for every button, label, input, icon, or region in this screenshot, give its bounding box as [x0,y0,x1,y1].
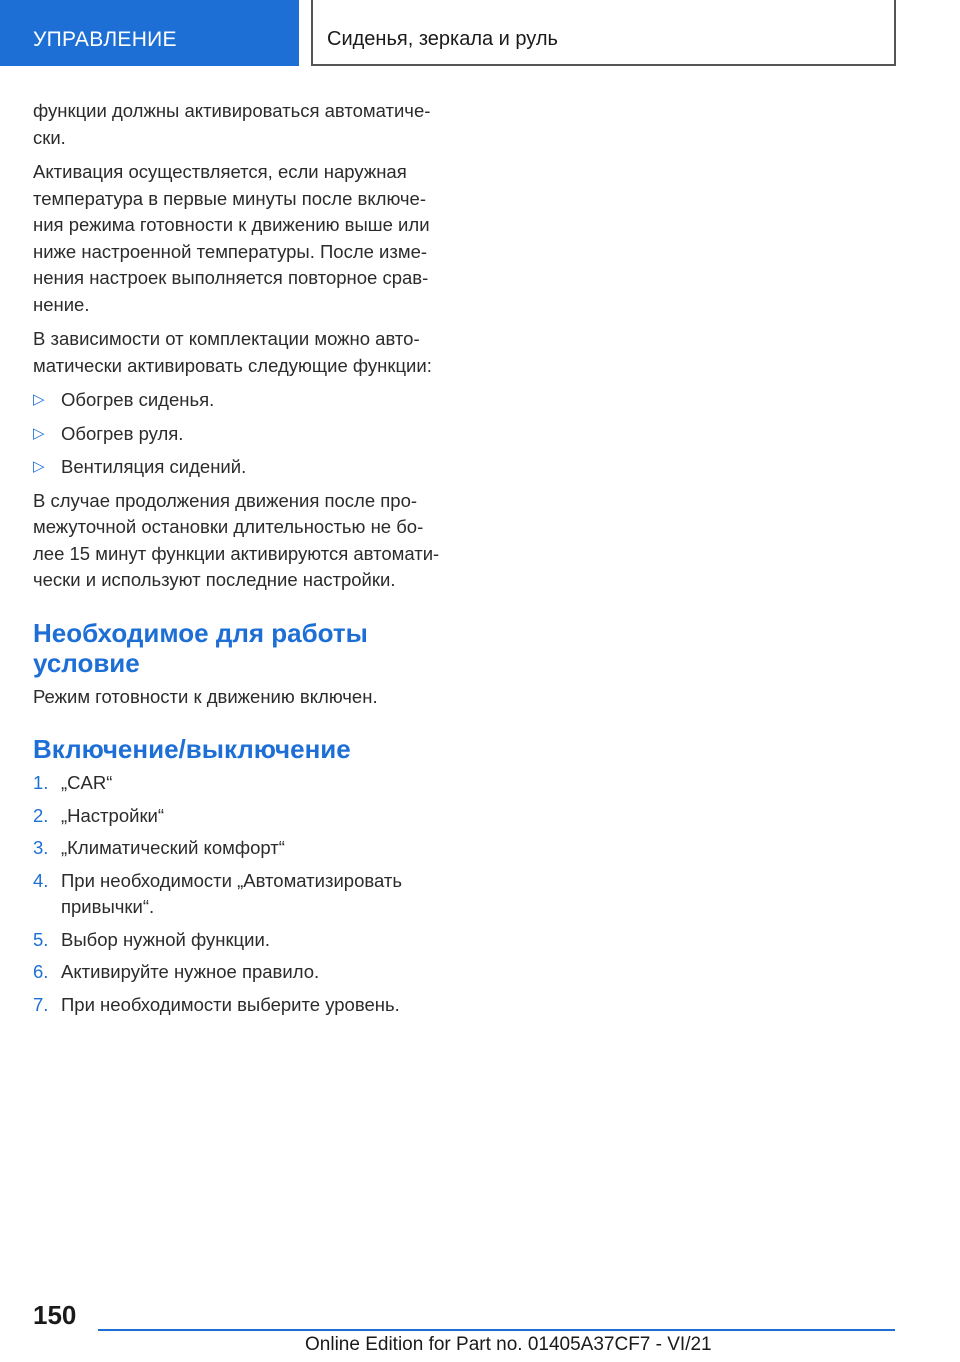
step-number: 2. [33,804,49,826]
step-item [33,835,453,862]
continuation-paragraph: В случае продолжения движения после про-межуточной остановки длительностью не бо-лее 15 минут функции активируются автомати-чески и используют последние настройки. [33,489,440,590]
list-item [33,387,453,414]
step-number: 7. [33,993,49,1015]
step-item [33,803,453,830]
step-number: 3. [33,837,49,858]
requirement-heading: Необходимое для работы условие [33,617,368,678]
section-tab [0,0,299,66]
page-number: 150 [33,1300,77,1330]
step-item [33,868,453,921]
edition-footer: Online Edition for Part no. 01405A37CF7 - VI/21 [305,1334,712,1355]
list-item [33,421,453,448]
intro-paragraph-2: Активация осуществляется, если наружная температура в первые минуты после включе-ния режима готовности к движению выше или ниже настроенной температуры. После изме-нения настроек выполняется повторное срав-нение. [33,161,430,315]
intro-paragraph-1: функции должны активироваться автоматиче-ски. [33,100,431,148]
triangle-bullet-icon: ▷ [33,391,45,408]
intro-paragraph-3: В зависимости от комплектации можно авто-матически активировать следующие функции: [33,328,432,376]
step-text: „Климатический комфорт“ [61,837,285,858]
list-item-text: Вентиляция сидений. [61,456,247,477]
page-header [0,0,960,66]
step-number: 6. [33,961,49,982]
function-list [33,387,453,481]
step-text: При необходимости выберите уровень. [61,993,400,1015]
requirement-text: Режим готовности к движению включен. [33,685,378,707]
chapter-title: Сиденья, зеркала и руль [327,28,558,50]
footer-divider [98,1329,895,1331]
step-number: 1. [33,772,49,793]
step-item [33,959,453,986]
main-content [33,98,453,1024]
section-title: УПРАВЛЕНИЕ [33,28,177,51]
step-number: 4. [33,869,49,891]
list-item [33,454,453,481]
step-number: 5. [33,928,49,950]
step-text: „CAR“ [61,772,113,793]
step-text: Выбор нужной функции. [61,928,270,950]
step-item [33,770,453,797]
toggle-heading: Включение/выключение [33,734,351,764]
chapter-box [311,0,896,66]
triangle-bullet-icon: ▷ [33,424,45,442]
step-item [33,927,453,954]
step-list [33,770,453,1018]
step-text: При необходимости „Автоматизировать привычки“. [61,869,402,917]
step-text: „Настройки“ [61,804,165,826]
list-item-text: Обогрев сиденья. [61,389,215,410]
step-text: Активируйте нужное правило. [61,961,320,982]
list-item-text: Обогрев руля. [61,422,184,444]
step-item [33,992,453,1019]
triangle-bullet-icon: ▷ [33,458,45,475]
